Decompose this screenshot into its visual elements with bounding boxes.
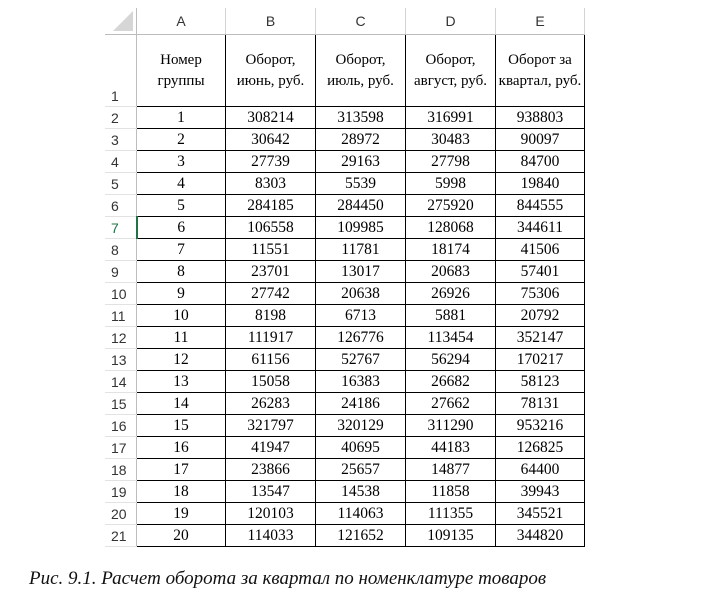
table-cell[interactable]: 114063 bbox=[316, 503, 406, 525]
table-cell[interactable]: 313598 bbox=[316, 107, 406, 129]
table-row bbox=[105, 393, 585, 415]
row-number[interactable]: 12 bbox=[105, 327, 137, 349]
table-cell[interactable]: 6 bbox=[137, 217, 226, 239]
table-cell[interactable]: 2 bbox=[137, 129, 226, 151]
table-cell[interactable]: 121652 bbox=[316, 525, 406, 547]
table-row bbox=[105, 459, 585, 481]
table-cell[interactable]: 25657 bbox=[316, 459, 406, 481]
spreadsheet-table bbox=[105, 8, 585, 547]
table-cell[interactable]: 15058 bbox=[226, 371, 316, 393]
table-cell[interactable]: 126825 bbox=[496, 437, 585, 459]
table-cell[interactable]: 44183 bbox=[406, 437, 496, 459]
table-cell[interactable]: 90097 bbox=[496, 129, 585, 151]
row-number[interactable]: 11 bbox=[105, 305, 137, 327]
table-cell[interactable]: 75306 bbox=[496, 283, 585, 305]
table-cell[interactable]: 13547 bbox=[226, 481, 316, 503]
table-cell[interactable]: 29163 bbox=[316, 151, 406, 173]
table-cell[interactable]: 321797 bbox=[226, 415, 316, 437]
row-number[interactable]: 21 bbox=[105, 525, 137, 547]
table-row bbox=[105, 327, 585, 349]
table-cell[interactable]: 27662 bbox=[406, 393, 496, 415]
table-cell[interactable]: 114033 bbox=[226, 525, 316, 547]
table-cell[interactable]: 23866 bbox=[226, 459, 316, 481]
table-cell[interactable]: 8303 bbox=[226, 173, 316, 195]
table-cell[interactable]: 111917 bbox=[226, 327, 316, 349]
table-cell[interactable]: 170217 bbox=[496, 349, 585, 371]
table-cell[interactable]: 316991 bbox=[406, 107, 496, 129]
table-cell[interactable]: 20638 bbox=[316, 283, 406, 305]
header-cell-quarter[interactable]: Оборот за квартал, руб. bbox=[496, 35, 585, 107]
table-cell[interactable]: 27798 bbox=[406, 151, 496, 173]
table-cell[interactable]: 18 bbox=[137, 481, 226, 503]
table-row bbox=[105, 107, 585, 129]
table-cell[interactable]: 275920 bbox=[406, 195, 496, 217]
table-cell[interactable]: 9 bbox=[137, 283, 226, 305]
table-cell[interactable]: 20792 bbox=[496, 305, 585, 327]
table-cell[interactable]: 120103 bbox=[226, 503, 316, 525]
table-cell[interactable]: 352147 bbox=[496, 327, 585, 349]
table-row bbox=[105, 305, 585, 327]
table-row bbox=[105, 481, 585, 503]
table-row bbox=[105, 217, 585, 239]
table-row bbox=[105, 239, 585, 261]
table-cell[interactable]: 11 bbox=[137, 327, 226, 349]
table-cell[interactable]: 23701 bbox=[226, 261, 316, 283]
row-number[interactable]: 3 bbox=[105, 129, 137, 151]
row-number[interactable]: 2 bbox=[105, 107, 137, 129]
table-cell[interactable]: 64400 bbox=[496, 459, 585, 481]
table-cell[interactable]: 18174 bbox=[406, 239, 496, 261]
table-cell[interactable]: 26926 bbox=[406, 283, 496, 305]
row-number[interactable]: 10 bbox=[105, 283, 137, 305]
table-row bbox=[105, 195, 585, 217]
table-row bbox=[105, 525, 585, 547]
table-cell[interactable]: 41506 bbox=[496, 239, 585, 261]
header-cell-june[interactable]: Оборот, июнь, руб. bbox=[226, 35, 316, 107]
column-header-row bbox=[105, 8, 585, 35]
table-row bbox=[105, 283, 585, 305]
table-cell[interactable]: 27739 bbox=[226, 151, 316, 173]
table-cell[interactable]: 953216 bbox=[496, 415, 585, 437]
table-row bbox=[105, 437, 585, 459]
table-cell[interactable]: 84700 bbox=[496, 151, 585, 173]
table-cell[interactable]: 8 bbox=[137, 261, 226, 283]
table-cell[interactable]: 284185 bbox=[226, 195, 316, 217]
table-cell[interactable]: 40695 bbox=[316, 437, 406, 459]
table-row bbox=[105, 349, 585, 371]
table-cell[interactable]: 11781 bbox=[316, 239, 406, 261]
row-number[interactable]: 8 bbox=[105, 239, 137, 261]
table-row bbox=[105, 415, 585, 437]
table-cell[interactable]: 78131 bbox=[496, 393, 585, 415]
header-cell-july[interactable]: Оборот, июль, руб. bbox=[316, 35, 406, 107]
row-number[interactable]: 9 bbox=[105, 261, 137, 283]
table-cell[interactable]: 41947 bbox=[226, 437, 316, 459]
table-cell[interactable]: 19840 bbox=[496, 173, 585, 195]
row-number[interactable]: 7 bbox=[105, 217, 137, 239]
table-row bbox=[105, 503, 585, 525]
row-number[interactable]: 20 bbox=[105, 503, 137, 525]
table-cell[interactable]: 128068 bbox=[406, 217, 496, 239]
table-cell[interactable]: 27742 bbox=[226, 283, 316, 305]
table-cell[interactable]: 3 bbox=[137, 151, 226, 173]
table-cell[interactable]: 1 bbox=[137, 107, 226, 129]
table-cell[interactable]: 58123 bbox=[496, 371, 585, 393]
table-cell[interactable]: 61156 bbox=[226, 349, 316, 371]
table-cell[interactable]: 111355 bbox=[406, 503, 496, 525]
table-cell[interactable]: 14877 bbox=[406, 459, 496, 481]
column-header-c[interactable]: C bbox=[316, 8, 406, 35]
table-cell[interactable]: 109135 bbox=[406, 525, 496, 547]
table-cell[interactable]: 57401 bbox=[496, 261, 585, 283]
table-cell[interactable]: 28972 bbox=[316, 129, 406, 151]
table-cell[interactable]: 6713 bbox=[316, 305, 406, 327]
select-all-triangle-icon bbox=[113, 11, 133, 31]
table-cell[interactable]: 24186 bbox=[316, 393, 406, 415]
column-header-e[interactable]: E bbox=[496, 8, 585, 35]
table-cell[interactable]: 12 bbox=[137, 349, 226, 371]
table-cell[interactable]: 17 bbox=[137, 459, 226, 481]
table-cell[interactable]: 15 bbox=[137, 415, 226, 437]
table-cell[interactable]: 106558 bbox=[226, 217, 316, 239]
table-cell[interactable]: 11551 bbox=[226, 239, 316, 261]
table-cell[interactable]: 109985 bbox=[316, 217, 406, 239]
row-number[interactable]: 16 bbox=[105, 415, 137, 437]
row-number[interactable]: 17 bbox=[105, 437, 137, 459]
table-cell[interactable]: 10 bbox=[137, 305, 226, 327]
table-cell[interactable]: 30483 bbox=[406, 129, 496, 151]
table-cell[interactable]: 20 bbox=[137, 525, 226, 547]
table-cell[interactable]: 5881 bbox=[406, 305, 496, 327]
row-number[interactable]: 15 bbox=[105, 393, 137, 415]
row-number[interactable]: 4 bbox=[105, 151, 137, 173]
table-cell[interactable]: 344820 bbox=[496, 525, 585, 547]
table-cell[interactable]: 5998 bbox=[406, 173, 496, 195]
column-header-d[interactable]: D bbox=[406, 8, 496, 35]
table-cell[interactable]: 20683 bbox=[406, 261, 496, 283]
table-cell[interactable]: 13017 bbox=[316, 261, 406, 283]
select-all-corner[interactable] bbox=[105, 8, 137, 35]
table-row bbox=[105, 371, 585, 393]
table-cell[interactable]: 284450 bbox=[316, 195, 406, 217]
row-number[interactable]: 6 bbox=[105, 195, 137, 217]
table-cell[interactable]: 4 bbox=[137, 173, 226, 195]
table-cell[interactable]: 14538 bbox=[316, 481, 406, 503]
row-number[interactable]: 13 bbox=[105, 349, 137, 371]
row-number[interactable]: 5 bbox=[105, 173, 137, 195]
row-number[interactable]: 14 bbox=[105, 371, 137, 393]
table-cell[interactable]: 311290 bbox=[406, 415, 496, 437]
table-row bbox=[105, 151, 585, 173]
table-cell[interactable]: 16383 bbox=[316, 371, 406, 393]
table-header-row bbox=[105, 35, 585, 107]
header-cell-august[interactable]: Оборот, август, руб. bbox=[406, 35, 496, 107]
row-number[interactable]: 18 bbox=[105, 459, 137, 481]
table-cell[interactable]: 13 bbox=[137, 371, 226, 393]
table-cell[interactable]: 938803 bbox=[496, 107, 585, 129]
table-cell[interactable]: 52767 bbox=[316, 349, 406, 371]
table-cell[interactable]: 14 bbox=[137, 393, 226, 415]
header-cell-group-number[interactable]: Номер группы bbox=[137, 35, 226, 107]
column-header-b[interactable]: B bbox=[226, 8, 316, 35]
table-cell[interactable]: 11858 bbox=[406, 481, 496, 503]
table-cell[interactable]: 30642 bbox=[226, 129, 316, 151]
table-cell[interactable]: 344611 bbox=[496, 217, 585, 239]
table-cell[interactable]: 345521 bbox=[496, 503, 585, 525]
table-cell[interactable]: 8198 bbox=[226, 305, 316, 327]
table-cell[interactable]: 56294 bbox=[406, 349, 496, 371]
table-cell[interactable]: 844555 bbox=[496, 195, 585, 217]
table-cell[interactable]: 19 bbox=[137, 503, 226, 525]
table-cell[interactable]: 113454 bbox=[406, 327, 496, 349]
row-number[interactable]: 1 bbox=[105, 35, 137, 107]
table-cell[interactable]: 26283 bbox=[226, 393, 316, 415]
table-cell[interactable]: 320129 bbox=[316, 415, 406, 437]
row-number[interactable]: 19 bbox=[105, 481, 137, 503]
figure-caption: Рис. 9.1. Расчет оборота за квартал по номенклатуре товаров bbox=[29, 568, 547, 589]
table-cell[interactable]: 5539 bbox=[316, 173, 406, 195]
table-row bbox=[105, 173, 585, 195]
table-cell[interactable]: 7 bbox=[137, 239, 226, 261]
table-cell[interactable]: 26682 bbox=[406, 371, 496, 393]
table-cell[interactable]: 126776 bbox=[316, 327, 406, 349]
table-cell[interactable]: 308214 bbox=[226, 107, 316, 129]
table-cell[interactable]: 39943 bbox=[496, 481, 585, 503]
table-row bbox=[105, 261, 585, 283]
column-header-a[interactable]: A bbox=[137, 8, 226, 35]
table-cell[interactable]: 5 bbox=[137, 195, 226, 217]
table-row bbox=[105, 129, 585, 151]
table-cell[interactable]: 16 bbox=[137, 437, 226, 459]
